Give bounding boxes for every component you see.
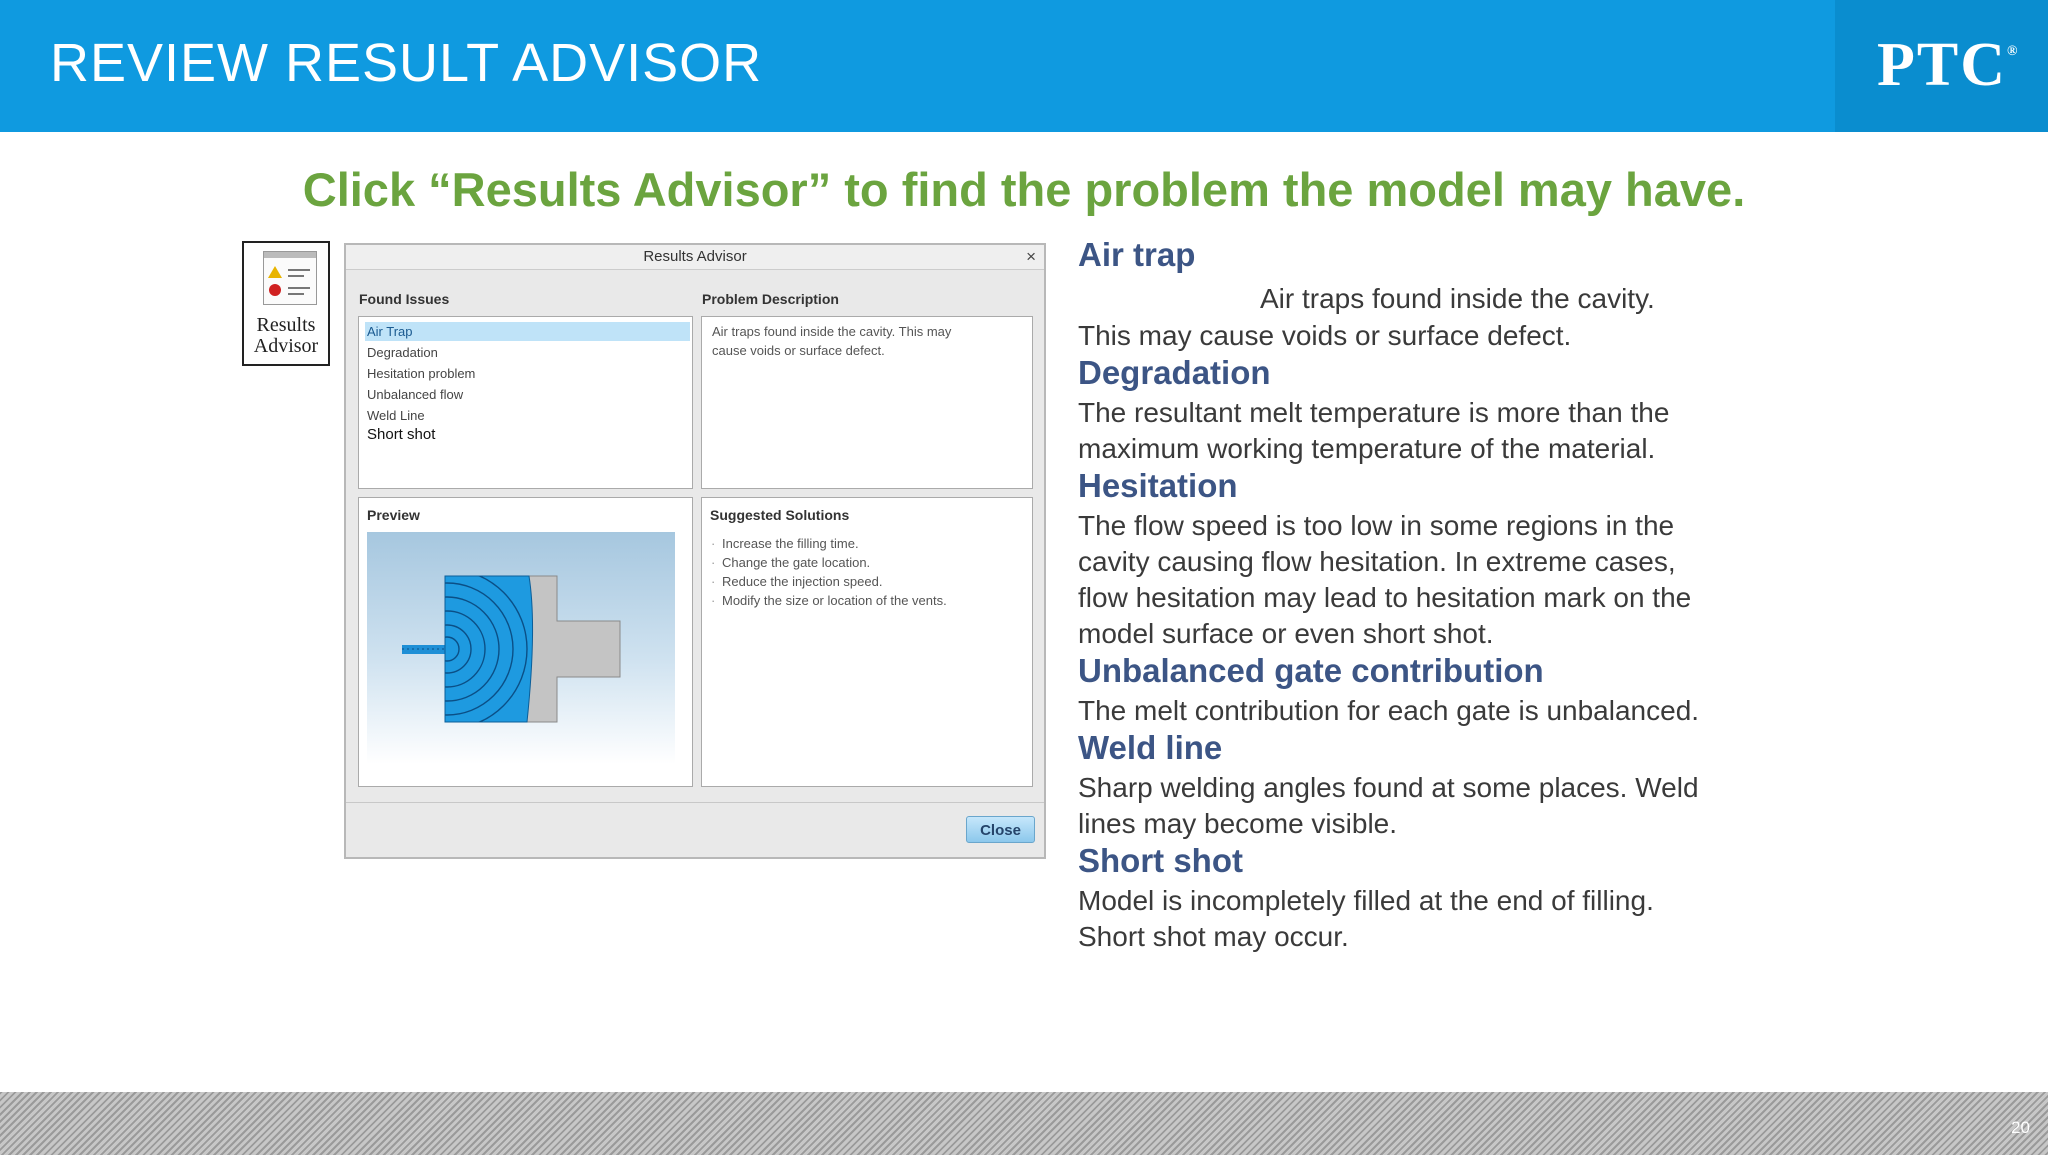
weld-line-1: Sharp welding angles found at some places. Weld: [1078, 772, 1699, 803]
dialog-divider: [346, 802, 1044, 803]
problem-description-text: Air traps found inside the cavity. This may cause voids or surface defect.: [712, 324, 952, 358]
issue-short-shot[interactable]: Short shot: [367, 426, 436, 443]
short-shot-line-1: Model is incompletely filled at the end of filling.: [1078, 885, 1654, 916]
degradation-line-2: maximum working temperature of the material.: [1078, 433, 1656, 464]
hesitation-line-4: model surface or even short shot.: [1078, 618, 1494, 649]
preview-panel: [358, 497, 693, 787]
logo-box: [1835, 0, 2048, 132]
heading-hesitation: Hesitation: [1078, 467, 1238, 504]
hesitation-line-2: cavity causing flow hesitation. In extreme cases,: [1078, 546, 1676, 577]
suggested-solutions-label: Suggested Solutions: [710, 507, 850, 523]
problem-description-panel: [701, 316, 1033, 489]
dialog-title: Results Advisor: [346, 245, 1044, 270]
issue-weld-line[interactable]: Weld Line: [367, 408, 425, 423]
issue-degradation[interactable]: Degradation: [367, 345, 438, 360]
problem-description-label: Problem Description: [702, 291, 839, 307]
solution-item: · Reduce the injection speed.: [722, 572, 882, 591]
solution-item: · Modify the size or location of the vents.: [722, 591, 947, 610]
air-trap-line-1: Air traps found inside the cavity.: [1260, 283, 1655, 314]
results-advisor-dialog: [344, 243, 1046, 859]
heading-air-trap: Air trap: [1078, 236, 1196, 273]
unbalanced-line-1: The melt contribution for each gate is unbalanced.: [1078, 695, 1700, 726]
preview-image: [367, 532, 675, 764]
short-shot-line-2: Short shot may occur.: [1078, 921, 1349, 952]
heading-degradation: Degradation: [1078, 354, 1271, 391]
issue-hesitation[interactable]: Hesitation problem: [367, 366, 476, 381]
footer-bar: [0, 1092, 2048, 1155]
page-title: REVIEW RESULT ADVISOR: [50, 33, 763, 93]
solution-item: · Change the gate location.: [722, 553, 870, 572]
preview-label: Preview: [367, 507, 420, 523]
air-trap-line-2: This may cause voids or surface defect.: [1078, 320, 1572, 351]
degradation-line-1: The resultant melt temperature is more than the: [1078, 397, 1670, 428]
heading-unbalanced-gate: Unbalanced gate contribution: [1078, 652, 1544, 689]
hesitation-line-1: The flow speed is too low in some regions in the: [1078, 510, 1675, 541]
results-advisor-label: Results Advisor: [253, 314, 319, 357]
slide-subtitle: Click “Results Advisor” to find the problem the model may have.: [302, 163, 1746, 216]
weld-line-2: lines may become visible.: [1078, 808, 1398, 839]
page-number: 20: [2011, 1118, 2030, 1137]
found-issues-label: Found Issues: [359, 291, 450, 307]
ptc-logo: PTC®: [1877, 31, 2020, 99]
header-bar: [0, 0, 2048, 132]
found-issues-list: [358, 316, 693, 489]
mold-fill-preview: [367, 532, 675, 764]
error-icon: [269, 284, 281, 296]
close-icon[interactable]: ×: [1026, 247, 1036, 266]
heading-weld-line: Weld line: [1078, 729, 1223, 766]
issue-unbalanced-flow[interactable]: Unbalanced flow: [367, 387, 464, 402]
issue-air-trap[interactable]: Air Trap: [365, 322, 690, 341]
solution-item: · Increase the filling time.: [722, 534, 859, 553]
report-document-icon: [263, 251, 317, 305]
heading-short-shot: Short shot: [1078, 842, 1243, 879]
suggested-solutions-panel: [701, 497, 1033, 787]
close-button[interactable]: Close: [966, 816, 1035, 843]
results-advisor-icon[interactable]: [242, 241, 330, 366]
warning-icon: [268, 266, 282, 278]
hesitation-line-3: flow hesitation may lead to hesitation mark on the: [1078, 582, 1692, 613]
